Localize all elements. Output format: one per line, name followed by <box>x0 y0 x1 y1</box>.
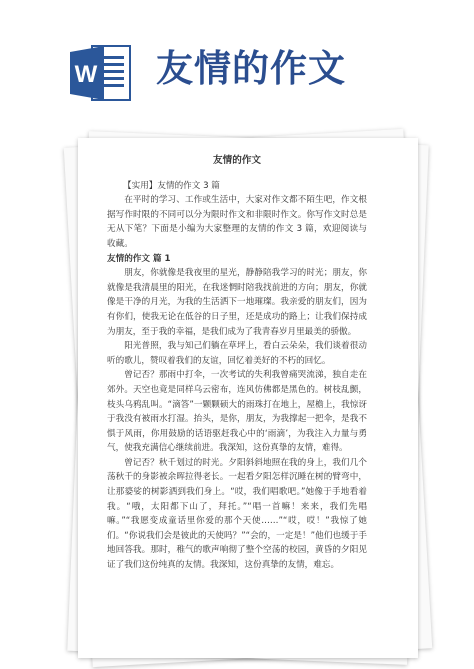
intro-label: 【实用】友情的作文 3 篇 <box>123 180 220 191</box>
body-paragraph: 曾记否？秋千划过的时光。夕阳斜斜地照在我的身上，我们几个荡秋千的身影被余晖拉得老长。一起看夕阳怎样沉睡在树的臂弯中，让那婆娑的树影洒到我们身上。“哎，我们唱歌吧。”她像于手地看着我。“哦，太阳都下山了，拜托。”“唱一首嘛！来来，我们先唱嘛。”“我愿变成童话里你爱的那个天使……”“哎，哎！”我惊了她们。“你说我们会是彼此的天使吗？”“会的，一定是！”他们也缓于手地回答我。那时，稚气的歌声响彻了整个空荡的校园，黄昏的夕阳见证了我们这份纯真的友情。我深知，这份真挚的友情，难忘。 <box>107 457 367 571</box>
word-logo-letter: W <box>74 61 98 88</box>
body-paragraph: 阳光普照，我与知己们躺在草坪上，看白云朵朵，我们谈着很动听的歌儿，赞叹着我们的友谊，回忆着美好的不朽的回忆。 <box>107 341 367 366</box>
banner-title: 友情的作文 <box>156 47 346 90</box>
word-document-icon <box>70 44 132 102</box>
intro-paragraph: 在平时的学习、工作或生活中，大家对作文都不陌生吧，作文根据写作时限的不同可以分为限时作文和非限时作文。你写作文时总是无从下笔？下面是小编为大家整理的友情的作文 3 篇，欢迎阅读与收藏。 <box>107 195 367 249</box>
body-paragraph: 曾记否？那雨中打伞，一次考试的失利我曾痛哭流涕，独自走在郊外。天空也竟是同样乌云密布，连风仿佛都是黑色的。树枝乱颤，枝头乌鸦乱叫。“滴答”一颗颗硕大的雨珠打在地上，屋檐上，我惊讶于我没有被雨水打湿。抬头，是你，朋友，为我撑起一把伞，是我不惧于风雨，你用鼓励的话语驱赶我心中的‘雨滴’，为我注入力量与勇气，使我充满信心继续前进。我深知，这份真挚的友情，难得。 <box>107 370 367 454</box>
header-banner <box>0 0 474 118</box>
document-title: 友情的作文 <box>213 155 261 166</box>
section-heading: 友情的作文 篇 1 <box>107 253 171 264</box>
document-body <box>107 154 367 654</box>
body-paragraph: 朋友，你就像是我夜里的星光，静静陪我学习的时光；朋友，你就像是我清晨里的阳光，在我迷惘时陪我找前进的方向；朋友，你就像是干净的月光，为我的生活洒下一地璀璨。我亲爱的朋友们，因为有你们，使我无论在低谷的日子里，还是成功的路上；让我们保持成为朋友，至于我的幸福，是我们成为了我青春岁月里最美的骄傲。 <box>107 268 367 337</box>
